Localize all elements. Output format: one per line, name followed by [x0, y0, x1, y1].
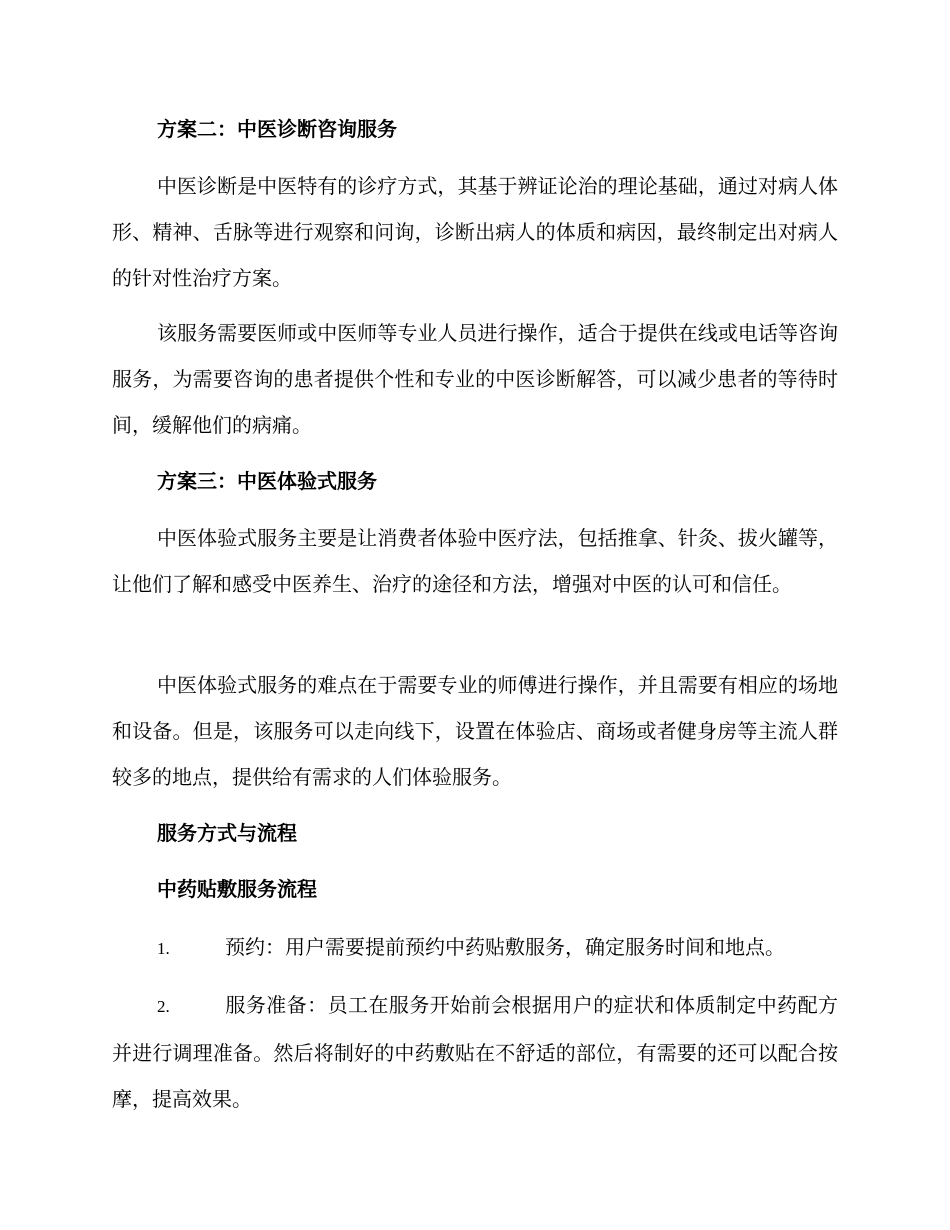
paragraph-plan2-detail: 该服务需要医师或中医师等专业人员进行操作，适合于提供在线或电话等咨询服务，为需要咨询的患者提供个性和专业的中医诊断解答，可以减少患者的等待时间，缓解他们的病痛。: [112, 321, 838, 437]
paragraph-plan2-intro: 中医诊断是中医特有的诊疗方式，其基于辨证论治的理论基础，通过对病人体形、精神、舌脉等进行观察和问询，诊断出病人的体质和病因，最终制定出对病人的针对性治疗方案。: [112, 174, 838, 290]
list-item-number: 1.: [157, 939, 170, 958]
section-heading-plan2: 方案二：中医诊断咨询服务: [157, 117, 397, 141]
section-heading-plan3: 方案三：中医体验式服务: [157, 469, 377, 493]
list-item-step-1: [112, 924, 838, 972]
paragraph-plan3-intro: 中医体验式服务主要是让消费者体验中医疗法，包括推拿、针灸、拔火罐等，让他们了解和感受中医养生、治疗的途径和方法，增强对中医的认可和信任。: [112, 526, 838, 596]
section-heading-service-method: 服务方式与流程: [157, 821, 297, 845]
list-item-step-2: [112, 982, 838, 1122]
list-item-number: 2.: [157, 997, 170, 1016]
list-item-text: 预约：用户需要提前预约中药贴敷服务，确定服务时间和地点。: [225, 935, 785, 959]
list-item-text: 服务准备：员工在服务开始前会根据用户的症状和体质制定中药配方并进行调理准备。然后将制好的中药敷贴在不舒适的部位，有需要的还可以配合按摩，提高效果。: [112, 993, 838, 1111]
paragraph-plan3-detail: 中医体验式服务的难点在于需要专业的师傅进行操作，并且需要有相应的场地和设备。但是，该服务可以走向线下，设置在体验店、商场或者健身房等主流人群较多的地点，提供给有需求的人们体验服务。: [112, 673, 838, 789]
section-heading-process: 中药贴敷服务流程: [157, 877, 317, 901]
